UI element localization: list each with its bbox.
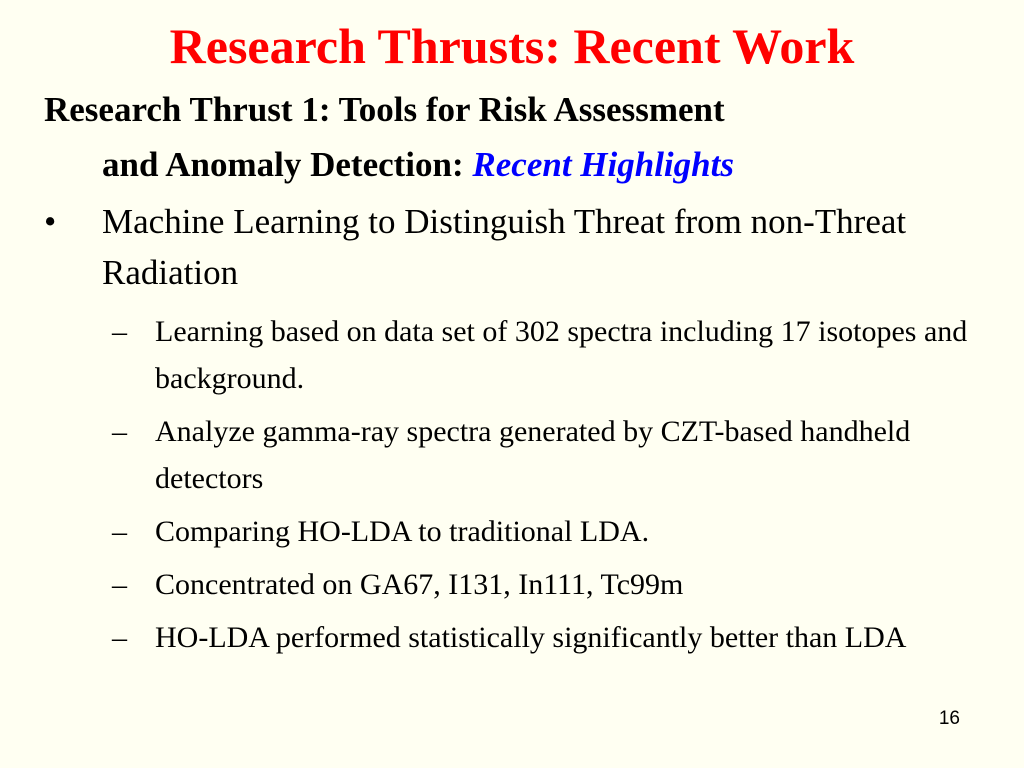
sub-bullet-item [112, 561, 1002, 608]
sub-bullet-item [112, 508, 1002, 555]
sub-bullet-dash: – [112, 315, 127, 348]
research-thrust-heading [44, 82, 994, 192]
sub-bullet-dash: – [112, 621, 127, 654]
sub-bullet-list [112, 308, 1002, 667]
sub-bullet-dash: – [112, 568, 127, 601]
sub-bullet-text: Concentrated on GA67, I131, In111, Tc99m [155, 568, 684, 601]
sub-bullet-item [112, 408, 1002, 502]
sub-bullet-item [112, 308, 1002, 402]
sub-bullet-dash: – [112, 415, 127, 448]
sub-bullet-text: Learning based on data set of 302 spectra including 17 isotopes and background. [155, 315, 968, 395]
sub-bullet-item [112, 614, 1002, 661]
bullet-marker: • [44, 202, 57, 241]
main-bullet [44, 196, 1004, 298]
slide-number: 16 [938, 708, 960, 729]
main-bullet-text: Machine Learning to Distinguish Threat from non-Threat Radiation [102, 202, 907, 292]
sub-bullet-text: Analyze gamma-ray spectra generated by CZT-based handheld detectors [155, 415, 911, 495]
sub-bullet-text: HO-LDA performed statistically significantly better than LDA [155, 621, 907, 654]
research-thrust-heading-line2 [44, 137, 994, 192]
slide-title: Research Thrusts: Recent Work [169, 18, 855, 74]
recent-highlights-label: Recent Highlights [472, 145, 734, 184]
research-thrust-heading-prefix: and Anomaly Detection: [102, 145, 473, 184]
sub-bullet-dash: – [112, 515, 127, 548]
sub-bullet-text: Comparing HO-LDA to traditional LDA. [155, 515, 650, 548]
research-thrust-heading-line1: Research Thrust 1: Tools for Risk Assessment [44, 90, 725, 129]
